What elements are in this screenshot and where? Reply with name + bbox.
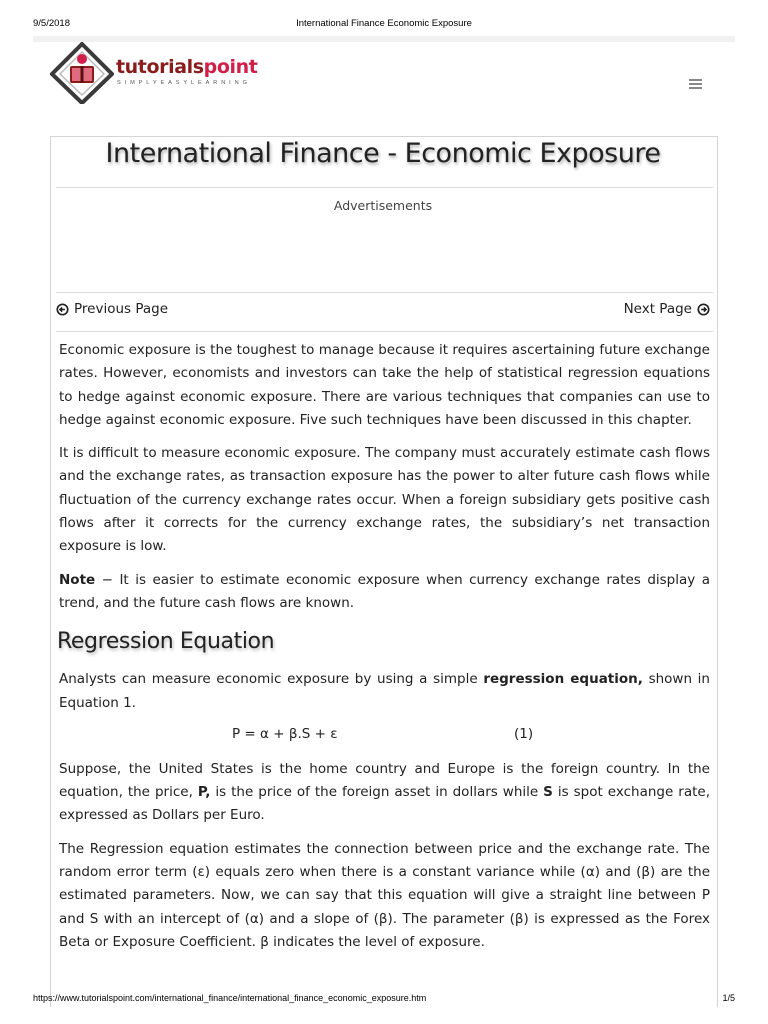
next-page-link[interactable] xyxy=(624,301,710,317)
paragraph-regression-estimate: The Regression equation estimates the connection between price and the exchange rate. The random error term (ε) equals zero when there is a constant variance while (α) and (β) are the estimated parameters. Now, we can say that this equation will give a straight line between P and S with an intercept of (α) and a slope of (β). The parameter (β) is expressed as the Forex Beta or Exposure Coefficient. β indicates the level of exposure. xyxy=(59,840,710,950)
page-title: International Finance - Economic Exposure xyxy=(105,138,661,169)
suppose-text-a: Suppose, the United States is the home country and Europe is the foreign country. In the equation, the price, xyxy=(59,760,710,801)
paragraph-intro: Economic exposure is the toughest to manage because it requires ascertaining future exchange rates. However, economists and investors can take the help of statistical regression equations to hedge against economic exposure. There are various techniques that companies can use to hedge against economic exposure. Five such techniques have been discussed in this chapter. xyxy=(59,342,710,428)
note-label: Note xyxy=(59,571,96,588)
circle-arrow-right-icon xyxy=(697,303,710,316)
regression-intro-tail: shown in Equation 1. xyxy=(59,671,710,711)
note-text: − It is easier to estimate economic exposure when currency exchange rates display a trend, and the future cash flows are known. xyxy=(59,571,710,611)
logo-emblem-icon xyxy=(50,42,114,104)
print-header xyxy=(33,18,735,32)
logo-tagline: SIMPLYEASYLEARNING xyxy=(117,80,251,86)
equation-formula: P = α + β.S + ε xyxy=(232,725,338,742)
advertisements-label: Advertisements xyxy=(333,198,433,213)
logo-text-tutorials: tutorials xyxy=(116,56,204,78)
logo-text-point: point xyxy=(203,56,258,78)
price-p-bold: P, xyxy=(197,784,211,801)
site-logo[interactable] xyxy=(50,42,280,104)
previous-page-link[interactable] xyxy=(56,301,168,317)
title-divider xyxy=(56,187,713,188)
section-heading-regression: Regression Equation xyxy=(57,629,275,655)
paragraph-regression-intro xyxy=(59,668,710,715)
suppose-text-b: is the price of the foreign asset in dollars while xyxy=(210,784,544,801)
circle-arrow-left-icon xyxy=(56,303,69,316)
print-footer xyxy=(33,993,735,1007)
equation-1 xyxy=(59,723,710,746)
previous-page-label: Previous Page xyxy=(74,301,169,317)
paragraph-note xyxy=(59,569,710,616)
equation-number: (1) xyxy=(514,725,534,742)
article-body xyxy=(59,339,710,964)
suppose-text-c: is spot exchange rate, expressed as Dollars per Euro. xyxy=(59,784,710,824)
paragraph-suppose xyxy=(59,758,710,828)
nav-divider xyxy=(56,331,713,332)
next-page-label: Next Page xyxy=(623,301,692,317)
spot-s-bold: S xyxy=(543,784,553,801)
regression-equation-bold: regression equation, xyxy=(483,671,643,688)
print-page-number: 1/5 xyxy=(722,993,735,1003)
logo-wordmark xyxy=(116,56,257,78)
print-date: 9/5/2018 xyxy=(33,18,70,29)
hamburger-icon[interactable] xyxy=(689,79,702,91)
print-doc-title: International Finance Economic Exposure xyxy=(296,18,472,29)
paragraph-measure: It is difficult to measure economic exposure. The company must accurately estimate cash flows and the exchange rates, as transaction exposure has the power to alter future cash flows while fluctuation of the currency exchange rates occur. When a foreign subsidiary gets positive cash flows after it corrects for the currency exchange rates, the subsidiary’s net transaction exposure is low. xyxy=(59,445,710,555)
regression-intro-text: Analysts can measure economic exposure by using a simple xyxy=(59,671,484,688)
ads-divider xyxy=(56,292,713,293)
print-url: https://www.tutorialspoint.com/international_finance/international_finance_economic_exposure.htm xyxy=(33,993,427,1003)
